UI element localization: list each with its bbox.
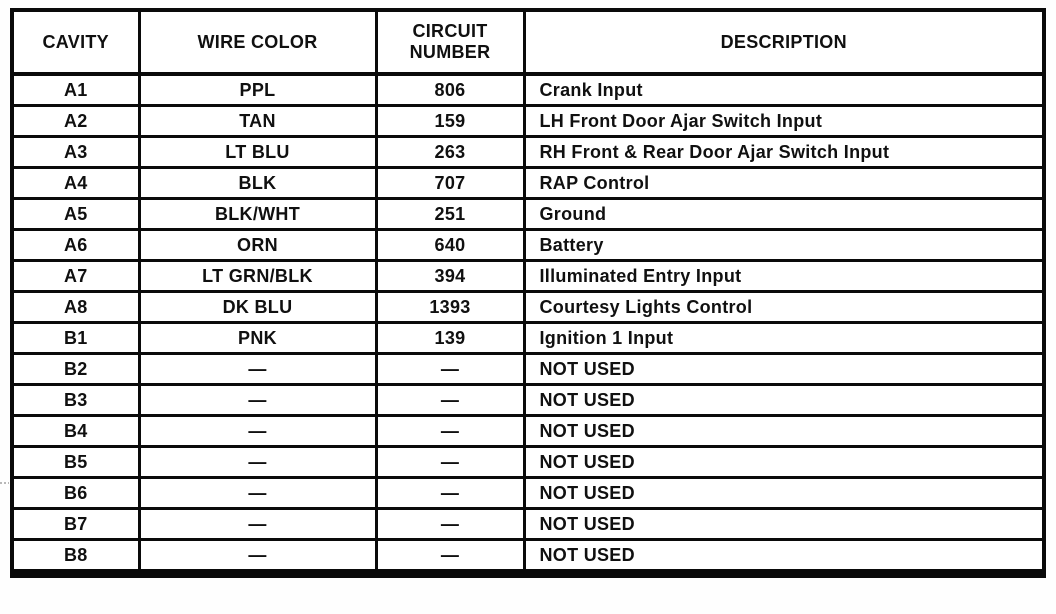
cell-description: RH Front & Rear Door Ajar Switch Input <box>524 137 1044 168</box>
column-header-description-label: DESCRIPTION <box>720 31 847 52</box>
cell-cavity: B8 <box>12 540 139 574</box>
cell-cavity: A2 <box>12 106 139 137</box>
cell-description: Illuminated Entry Input <box>524 261 1044 292</box>
column-header-circuit-number-label: CIRCUIT NUMBER <box>409 21 491 62</box>
table-row <box>12 230 1044 261</box>
table-row <box>12 323 1044 354</box>
table-row <box>12 137 1044 168</box>
cell-description: NOT USED <box>524 385 1044 416</box>
cell-cavity: A7 <box>12 261 139 292</box>
cell-circuit-number: — <box>376 509 524 540</box>
cell-cavity: A1 <box>12 74 139 106</box>
table-row <box>12 416 1044 447</box>
cell-wire-color: — <box>139 509 376 540</box>
table-row <box>12 385 1044 416</box>
cell-circuit-number: 263 <box>376 137 524 168</box>
header-row <box>12 10 1044 74</box>
cell-wire-color: — <box>139 385 376 416</box>
cell-circuit-number: — <box>376 354 524 385</box>
cell-cavity: B6 <box>12 478 139 509</box>
column-header-cavity <box>12 10 139 74</box>
cell-circuit-number: 159 <box>376 106 524 137</box>
cell-cavity: B5 <box>12 447 139 478</box>
cell-wire-color: PNK <box>139 323 376 354</box>
cell-description: Battery <box>524 230 1044 261</box>
column-header-wire-color <box>139 10 376 74</box>
table-row <box>12 354 1044 385</box>
cell-description: NOT USED <box>524 509 1044 540</box>
table-row <box>12 168 1044 199</box>
cell-circuit-number: — <box>376 478 524 509</box>
cell-description: Ground <box>524 199 1044 230</box>
cell-circuit-number: 394 <box>376 261 524 292</box>
column-header-description <box>524 10 1044 74</box>
cell-circuit-number: — <box>376 540 524 574</box>
cell-wire-color: PPL <box>139 74 376 106</box>
cell-wire-color: LT BLU <box>139 137 376 168</box>
table-row <box>12 540 1044 574</box>
cell-wire-color: — <box>139 540 376 574</box>
cell-description: NOT USED <box>524 354 1044 385</box>
table-body <box>12 74 1044 574</box>
cell-circuit-number: 1393 <box>376 292 524 323</box>
cell-cavity: A3 <box>12 137 139 168</box>
column-header-wire-color-label: WIRE COLOR <box>197 31 318 52</box>
cell-wire-color: TAN <box>139 106 376 137</box>
table-row <box>12 292 1044 323</box>
cell-wire-color: DK BLU <box>139 292 376 323</box>
cell-cavity: A8 <box>12 292 139 323</box>
table-row <box>12 261 1044 292</box>
cell-circuit-number: — <box>376 447 524 478</box>
cell-wire-color: — <box>139 354 376 385</box>
cell-cavity: B2 <box>12 354 139 385</box>
table-row <box>12 74 1044 106</box>
cell-description: NOT USED <box>524 447 1044 478</box>
table-row <box>12 447 1044 478</box>
cell-description: Courtesy Lights Control <box>524 292 1044 323</box>
column-header-cavity-label: CAVITY <box>42 31 109 52</box>
cell-wire-color: — <box>139 447 376 478</box>
scan-noise-artifact <box>0 482 9 484</box>
column-header-circuit-number <box>376 10 524 74</box>
cell-cavity: A6 <box>12 230 139 261</box>
cell-cavity: B7 <box>12 509 139 540</box>
cell-wire-color: — <box>139 416 376 447</box>
table-row <box>12 478 1044 509</box>
cell-description: Crank Input <box>524 74 1044 106</box>
cell-description: NOT USED <box>524 416 1044 447</box>
cell-wire-color: ORN <box>139 230 376 261</box>
cell-circuit-number: 806 <box>376 74 524 106</box>
cell-wire-color: — <box>139 478 376 509</box>
cell-description: NOT USED <box>524 478 1044 509</box>
cell-circuit-number: 251 <box>376 199 524 230</box>
cell-cavity: B3 <box>12 385 139 416</box>
table-row <box>12 199 1044 230</box>
table-row <box>12 509 1044 540</box>
cell-description: NOT USED <box>524 540 1044 574</box>
cell-cavity: A5 <box>12 199 139 230</box>
cell-circuit-number: — <box>376 416 524 447</box>
cell-circuit-number: — <box>376 385 524 416</box>
table-header <box>12 10 1044 74</box>
cell-circuit-number: 640 <box>376 230 524 261</box>
table-row <box>12 106 1044 137</box>
cell-circuit-number: 139 <box>376 323 524 354</box>
cell-description: Ignition 1 Input <box>524 323 1044 354</box>
connector-pinout-table <box>10 8 1046 578</box>
cell-wire-color: LT GRN/BLK <box>139 261 376 292</box>
cell-wire-color: BLK <box>139 168 376 199</box>
cell-cavity: B4 <box>12 416 139 447</box>
cell-circuit-number: 707 <box>376 168 524 199</box>
cell-cavity: A4 <box>12 168 139 199</box>
cell-cavity: B1 <box>12 323 139 354</box>
cell-wire-color: BLK/WHT <box>139 199 376 230</box>
cell-description: LH Front Door Ajar Switch Input <box>524 106 1044 137</box>
cell-description: RAP Control <box>524 168 1044 199</box>
